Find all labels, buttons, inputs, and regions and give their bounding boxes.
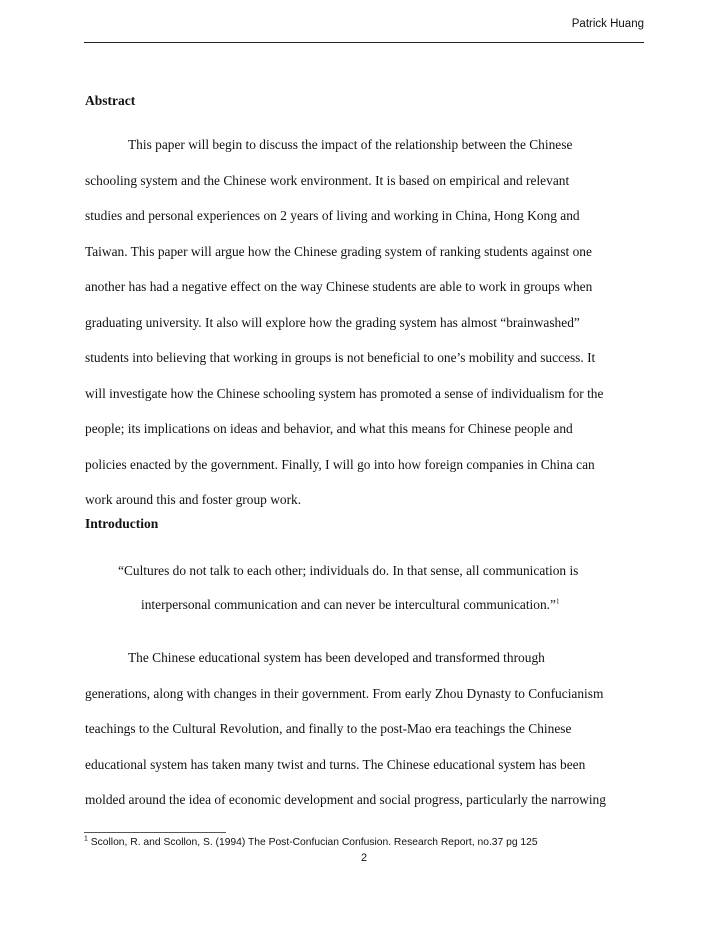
footnote-reference: 1 bbox=[555, 597, 560, 606]
epigraph-line-2 bbox=[141, 597, 559, 613]
footnote bbox=[84, 837, 538, 848]
abstract-line: graduating university. It also will explore how the grading system has almost “brainwashed” bbox=[85, 314, 580, 330]
page-number: 2 bbox=[360, 852, 368, 864]
abstract-line: This paper will begin to discuss the impact of the relationship between the Chinese bbox=[128, 137, 573, 152]
abstract-paragraph bbox=[85, 127, 647, 518]
introduction-line: molded around the idea of economic development and social progress, particularly the narrowing bbox=[85, 792, 606, 807]
footnote-separator bbox=[84, 832, 226, 833]
footnote-text: Scollon, R. and Scollon, S. (1994) The Post-Confucian Confusion. Research Report, no.37 pg 125 bbox=[87, 837, 538, 848]
introduction-line: educational system has taken many twist and turns. The Chinese educational system has been bbox=[85, 756, 586, 772]
epigraph-line-1: “Cultures do not talk to each other; individuals do. In that sense, all communication is bbox=[118, 563, 579, 578]
abstract-line: work around this and foster group work. bbox=[85, 492, 302, 507]
introduction-heading: Introduction bbox=[85, 516, 159, 531]
introduction-line: teachings to the Cultural Revolution, and finally to the post-Mao era teachings the Chinese bbox=[85, 721, 572, 736]
abstract-line: studies and personal experiences on 2 years of living and working in China, Hong Kong and bbox=[85, 208, 580, 223]
abstract-line: people; its implications on ideas and behavior, and what this means for Chinese people and bbox=[85, 421, 573, 436]
introduction-line: generations, along with changes in their government. From early Zhou Dynasty to Confucianism bbox=[85, 685, 604, 701]
abstract-line: policies enacted by the government. Finally, I will go into how foreign companies in China can bbox=[85, 456, 595, 472]
abstract-line: another has had a negative effect on the way Chinese students are able to work in groups when bbox=[85, 279, 593, 294]
footnote-marker: 1 bbox=[84, 835, 88, 843]
abstract-line: Taiwan. This paper will argue how the Chinese grading system of ranking students against one bbox=[85, 243, 592, 259]
introduction-line: The Chinese educational system has been developed and transformed through bbox=[128, 650, 545, 665]
abstract-line: schooling system and the Chinese work environment. It is based on empirical and relevant bbox=[85, 172, 570, 188]
abstract-line: students into believing that working in groups is not beneficial to one’s mobility and success. It bbox=[85, 350, 596, 365]
introduction-paragraph bbox=[85, 640, 647, 818]
header-author: Patrick Huang bbox=[571, 18, 644, 30]
abstract-heading: Abstract bbox=[85, 93, 136, 108]
abstract-line: will investigate how the Chinese schooling system has promoted a sense of individualism for the bbox=[85, 385, 604, 401]
header-rule bbox=[84, 42, 644, 43]
running-header bbox=[84, 14, 644, 42]
epigraph-line-2-text: interpersonal communication and can never be intercultural communication.” bbox=[141, 597, 556, 612]
